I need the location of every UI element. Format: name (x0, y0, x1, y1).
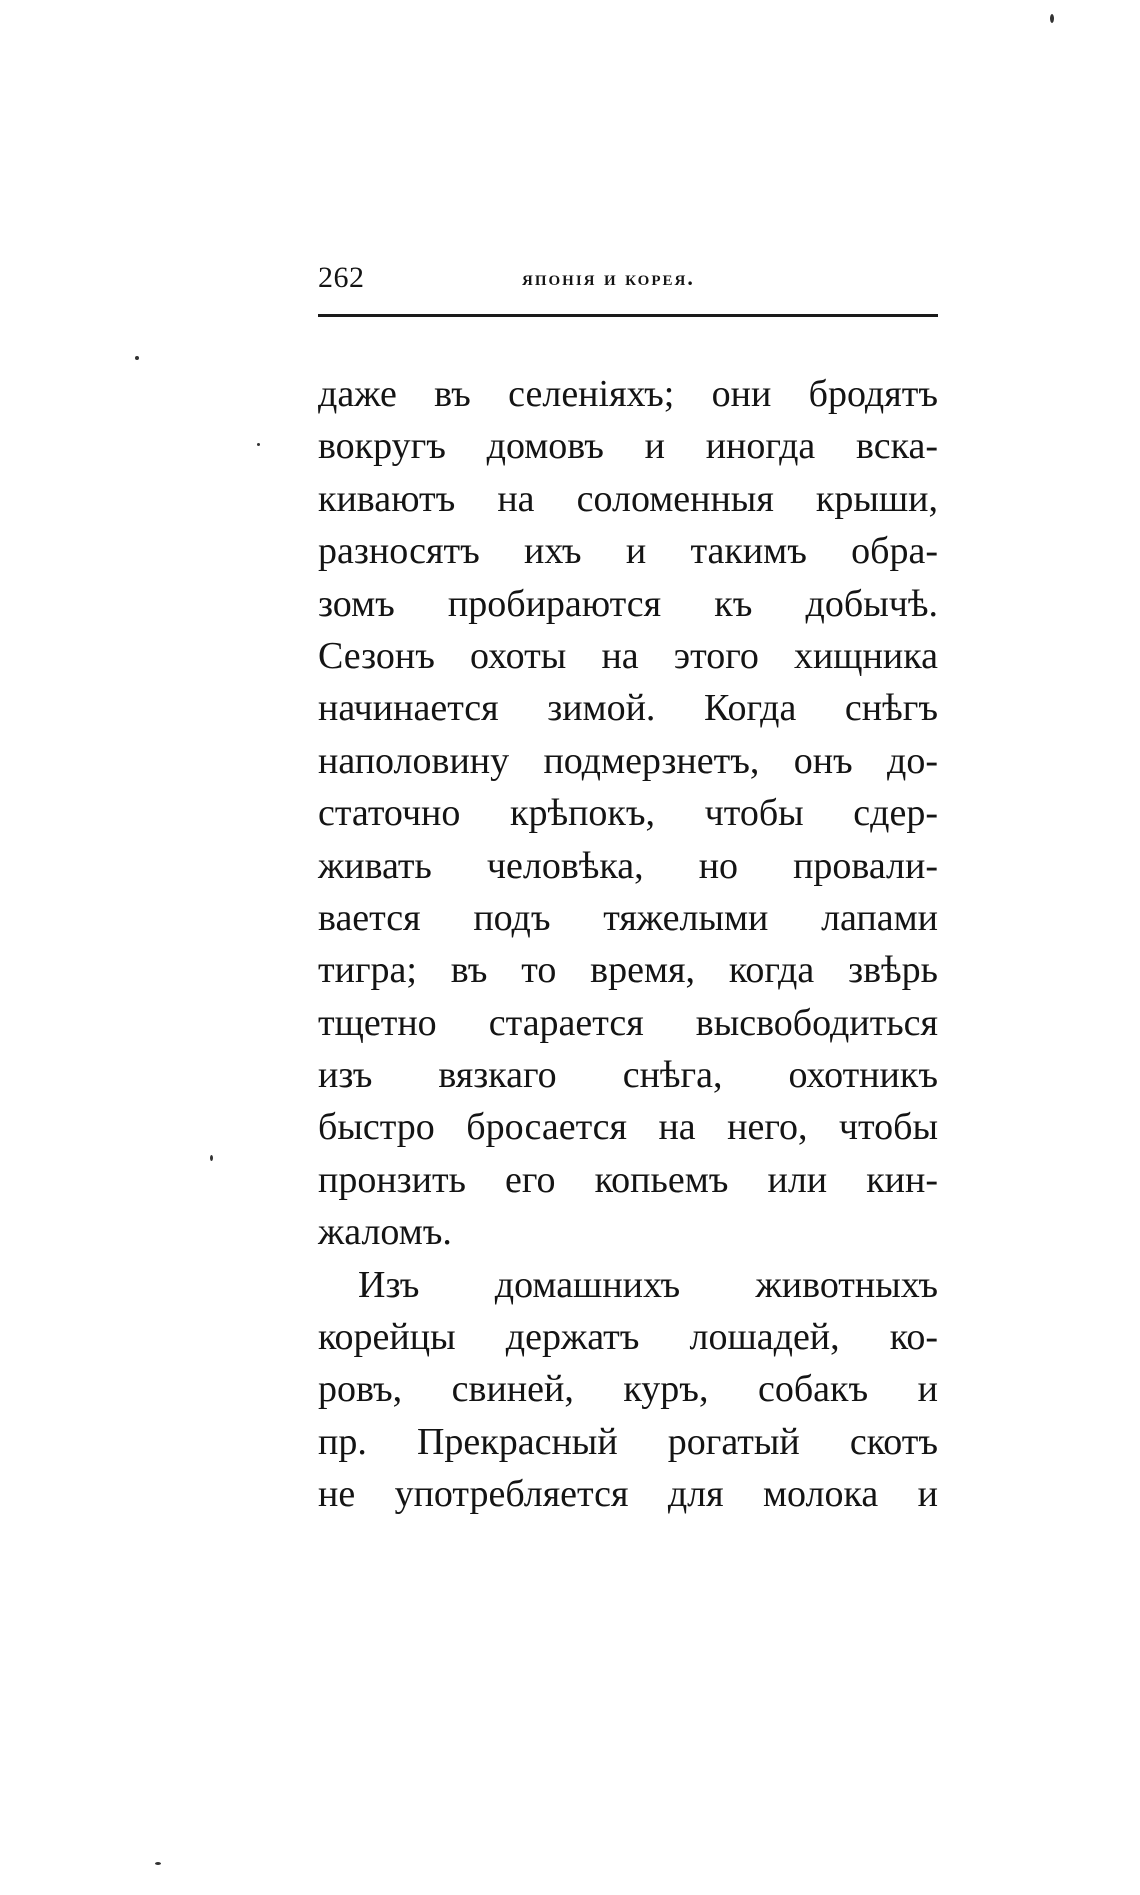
body-text (318, 368, 938, 1521)
scan-speck (257, 443, 260, 446)
text-line: наполовину подмерзнетъ, онъ до- (318, 739, 938, 782)
scan-speck (135, 356, 139, 360)
text-line: даже въ селеніяхъ; они бродятъ (318, 373, 938, 415)
text-line: начинается зимой. Когда снѣгъ (318, 687, 938, 730)
text-line: Сезонъ охоты на этого хищника (318, 634, 938, 677)
text-line: живать человѣка, но провали- (318, 844, 938, 887)
text-line: не употребляется для молока и (318, 1473, 938, 1516)
text-line: статочно крѣпокъ, чтобы сдер- (318, 792, 938, 835)
text-line: тигра; въ то время, когда звѣрь (318, 949, 938, 992)
scan-speck (1050, 14, 1054, 23)
running-head (318, 258, 938, 298)
paragraph-start-line: Изъ домашнихъ животныхъ (358, 1263, 938, 1306)
text-line: вокругъ домовъ и иногда вска- (318, 425, 938, 468)
text-line: ровъ, свиней, куръ, собакъ и (318, 1368, 938, 1411)
text-line: корейцы держатъ лошадей, ко- (318, 1316, 938, 1359)
text-line: тщетно старается высвободиться (318, 1001, 938, 1044)
text-line: жаломъ. (318, 1211, 452, 1254)
text-line: пр. Прекрасный рогатый скотъ (318, 1420, 938, 1463)
text-line: вается подъ тяжелыми лапами (318, 896, 938, 939)
text-line: киваютъ на соломенныя крыши, (318, 477, 938, 520)
page-number: 262 (318, 261, 365, 294)
header-rule (318, 314, 938, 317)
text-line: быстро бросается на него, чтобы (318, 1106, 938, 1149)
text-line: разносятъ ихъ и такимъ обра- (318, 530, 938, 573)
text-line: пронзить его копьемъ или кин- (318, 1158, 938, 1201)
scan-speck (210, 1155, 213, 1161)
scan-speck (155, 1862, 161, 1865)
text-line: изъ вязкаго снѣга, охотникъ (318, 1054, 938, 1097)
text-line: зомъ пробираются къ добычѣ. (318, 582, 938, 625)
running-title: японія и корея. (522, 265, 695, 290)
